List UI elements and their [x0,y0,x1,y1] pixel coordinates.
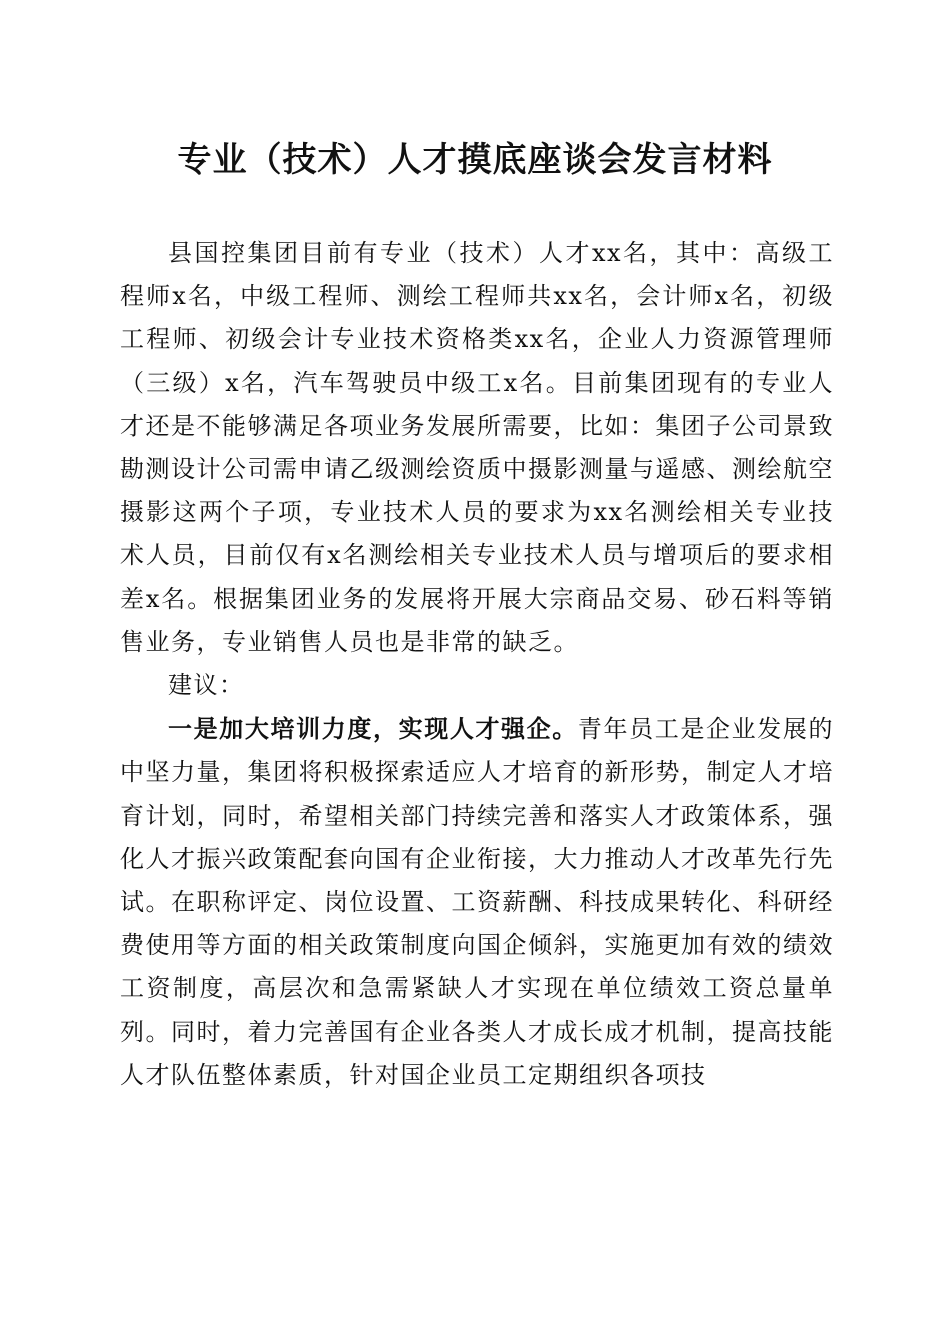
paragraph-text: 县国控集团目前有专业（技术）人才xx名，其中：高级工程师x名，中级工程师、测绘工程师共xx名，会计师x名，初级工程师、初级会计专业技术资格类xx名，企业人力资源管理师（三级）x名，汽车驾驶员中级工x名。目前集团现有的专业人才还是不能够满足各项业务发展所需要，比如：集团子公司景致勘测设计公司需申请乙级测绘资质中摄影测量与遥感、测绘航空摄影这两个子项，专业技术人员的要求为xx名测绘相关专业技术人员，目前仅有x名测绘相关专业技术人员与增项后的要求相差x名。根据集团业务的发展将开展大宗商品交易、砂石料等销售业务，专业销售人员也是非常的缺乏。 [120,239,834,656]
paragraph-suggestion-one [120,707,834,1097]
paragraph-lead: 一是加大培训力度，实现人才强企。 [168,714,578,744]
document-title: 专业（技术）人才摸底座谈会发言材料 [177,140,773,180]
document-body [120,232,834,1097]
paragraph-text: 青年员工是企业发展的中坚力量，集团将积极探索适应人才培育的新形势，制定人才培育计划，同时，希望相关部门持续完善和落实人才政策体系，强化人才振兴政策配套向国有企业衔接，大力推动人才改革先行先试。在职称评定、岗位设置、工资薪酬、科技成果转化、科研经费使用等方面的相关政策制度向国企倾斜，实施更加有效的绩效工资制度，高层次和急需紧缺人才实现在单位绩效工资总量单列。同时，着力完善国有企业各类人才成长成才机制，提高技能人才队伍整体素质，针对国企业员工定期组织各项技 [120,715,835,1089]
paragraph-talent-overview [120,232,834,664]
paragraph-suggestions-heading [120,664,834,707]
paragraph-text: 建议： [168,671,245,700]
